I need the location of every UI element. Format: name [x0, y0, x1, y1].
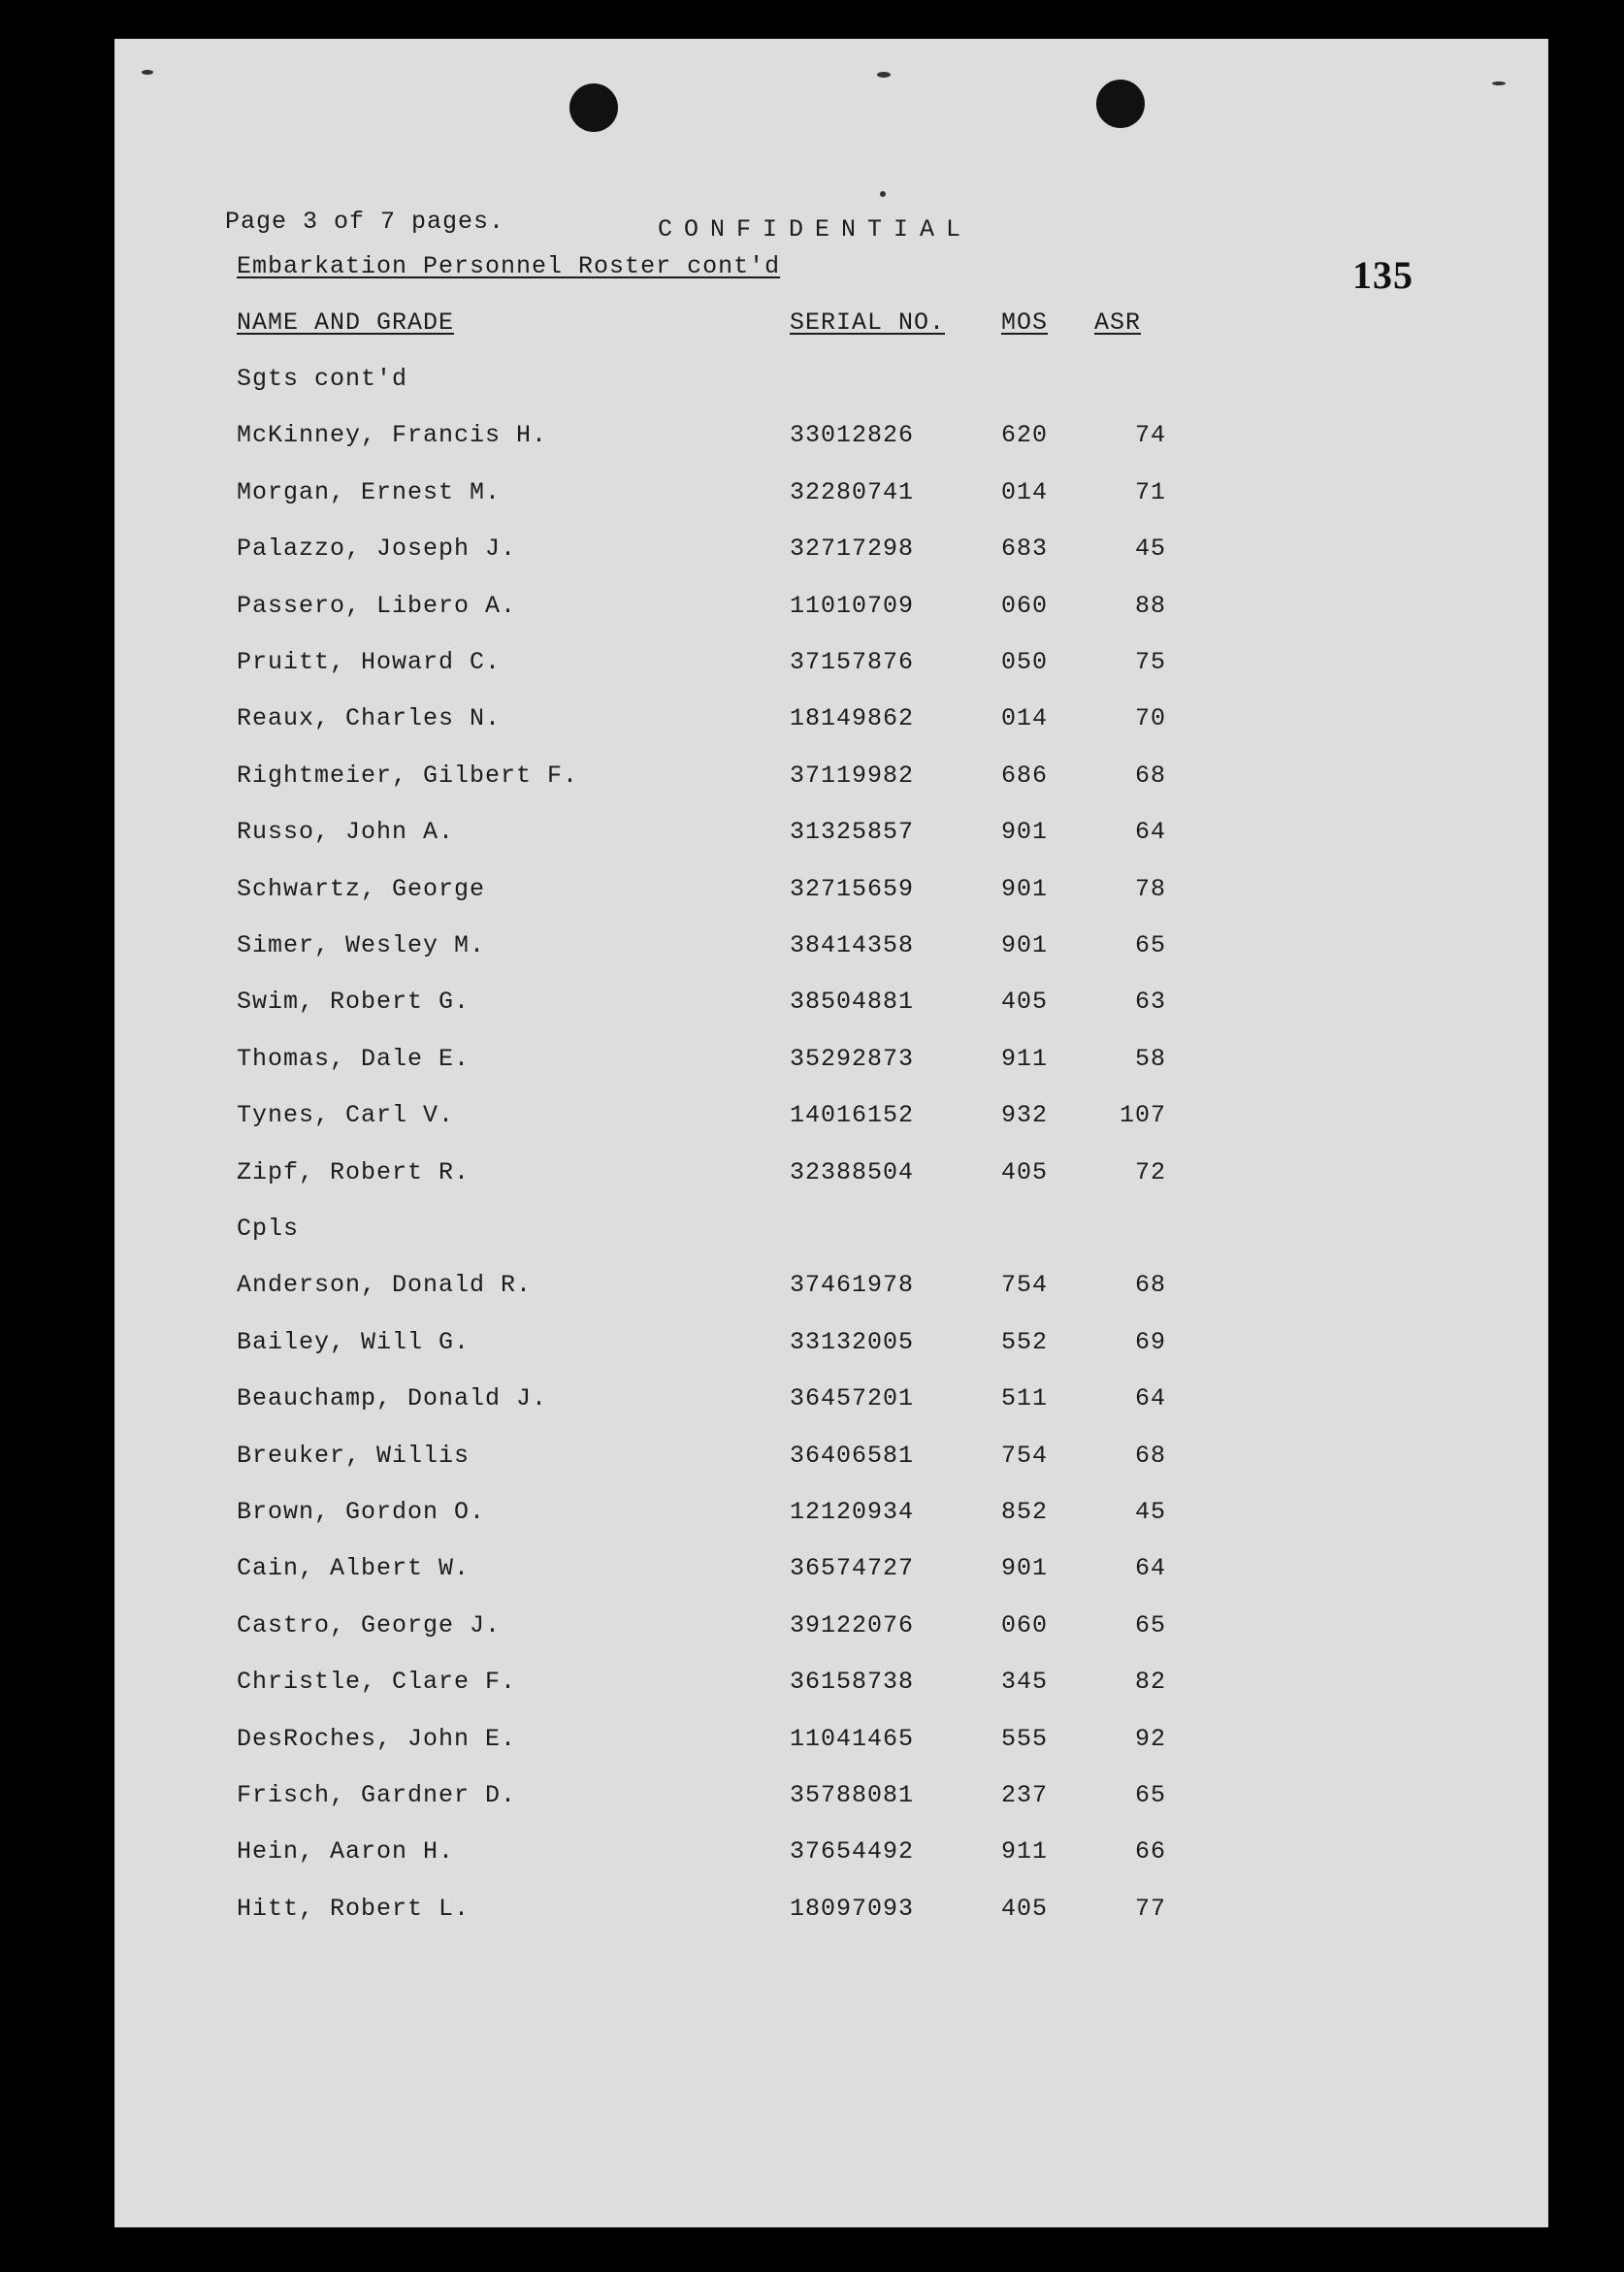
asr-cell: 72	[1134, 1158, 1166, 1186]
asr-cell: 65	[1134, 1611, 1166, 1639]
speck	[1492, 81, 1506, 85]
serial-cell: 11041465	[790, 1725, 915, 1753]
mos-cell: 754	[1001, 1271, 1049, 1299]
name-cell: Tynes, Carl V.	[237, 1101, 455, 1129]
mos-cell: 552	[1001, 1328, 1049, 1356]
name-cell: Passero, Libero A.	[237, 592, 517, 620]
name-cell: Reaux, Charles N.	[237, 704, 502, 732]
asr-cell: 69	[1134, 1328, 1166, 1356]
asr-cell: 68	[1134, 1442, 1166, 1470]
name-cell: Palazzo, Joseph J.	[237, 535, 517, 563]
name-cell: Castro, George J.	[237, 1611, 502, 1639]
name-cell: Brown, Gordon O.	[237, 1498, 486, 1526]
asr-cell: 64	[1134, 818, 1166, 846]
mos-cell: 852	[1001, 1498, 1049, 1526]
mos-cell: 911	[1001, 1045, 1049, 1073]
name-cell: DesRoches, John E.	[237, 1725, 517, 1753]
mos-cell: 405	[1001, 1895, 1049, 1923]
asr-cell: 78	[1134, 875, 1166, 903]
name-cell: Pruitt, Howard C.	[237, 648, 502, 676]
mos-cell: 683	[1001, 535, 1049, 563]
serial-cell: 33132005	[790, 1328, 915, 1356]
serial-cell: 37654492	[790, 1837, 915, 1866]
mos-cell: 901	[1001, 931, 1049, 959]
table-row	[114, 704, 1548, 743]
table-row	[114, 988, 1548, 1026]
mos-cell: 932	[1001, 1101, 1049, 1129]
asr-cell: 82	[1134, 1668, 1166, 1696]
serial-cell: 31325857	[790, 818, 915, 846]
table-row	[114, 1895, 1548, 1933]
serial-cell: 14016152	[790, 1101, 915, 1129]
name-cell: Bailey, Will G.	[237, 1328, 471, 1356]
serial-cell: 36574727	[790, 1554, 915, 1582]
mos-cell: 686	[1001, 762, 1049, 790]
name-cell: Hein, Aaron H.	[237, 1837, 455, 1866]
mos-cell: 405	[1001, 988, 1049, 1016]
table-row	[114, 648, 1548, 687]
name-cell: Russo, John A.	[237, 818, 455, 846]
asr-cell: 45	[1134, 1498, 1166, 1526]
table-row	[114, 478, 1548, 517]
asr-cell: 65	[1134, 1781, 1166, 1809]
asr-cell: 58	[1134, 1045, 1166, 1073]
mos-cell: 237	[1001, 1781, 1049, 1809]
mos-cell: 901	[1001, 875, 1049, 903]
serial-cell: 38504881	[790, 988, 915, 1016]
asr-cell: 71	[1134, 478, 1166, 506]
asr-cell: 64	[1134, 1554, 1166, 1582]
asr-cell: 68	[1134, 762, 1166, 790]
name-cell: Breuker, Willis	[237, 1442, 471, 1470]
asr-cell: 70	[1134, 704, 1166, 732]
table-row	[114, 1328, 1548, 1367]
mos-cell: 014	[1001, 478, 1049, 506]
name-cell: Schwartz, George	[237, 875, 486, 903]
name-cell: Zipf, Robert R.	[237, 1158, 471, 1186]
mos-cell: 620	[1001, 421, 1049, 449]
serial-cell: 36158738	[790, 1668, 915, 1696]
speck	[877, 72, 891, 78]
mos-cell: 405	[1001, 1158, 1049, 1186]
table-row	[114, 1725, 1548, 1764]
table-row	[114, 1101, 1548, 1140]
serial-cell: 37119982	[790, 762, 915, 790]
mos-cell: 060	[1001, 592, 1049, 620]
asr-cell: 64	[1134, 1384, 1166, 1412]
punch-hole-left	[569, 83, 618, 132]
asr-cell: 77	[1134, 1895, 1166, 1923]
asr-cell: 45	[1134, 535, 1166, 563]
table-row	[114, 1498, 1548, 1537]
mos-cell: 050	[1001, 648, 1049, 676]
serial-cell: 32715659	[790, 875, 915, 903]
column-header-serial: SERIAL NO.	[790, 308, 946, 337]
name-cell: McKinney, Francis H.	[237, 421, 548, 449]
page-number: 135	[1352, 253, 1413, 297]
roster-title: Embarkation Personnel Roster cont'd	[237, 252, 781, 280]
serial-cell: 12120934	[790, 1498, 915, 1526]
serial-cell: 37157876	[790, 648, 915, 676]
asr-cell: 63	[1134, 988, 1166, 1016]
table-row	[114, 818, 1548, 857]
table-row	[114, 1837, 1548, 1876]
name-cell: Rightmeier, Gilbert F.	[237, 762, 579, 790]
table-row	[114, 1384, 1548, 1423]
name-cell: Cain, Albert W.	[237, 1554, 471, 1582]
asr-cell: 107	[1119, 1101, 1166, 1129]
serial-cell: 36457201	[790, 1384, 915, 1412]
page-of-label: Page 3 of 7 pages.	[225, 208, 505, 236]
serial-cell: 33012826	[790, 421, 915, 449]
speck	[142, 70, 153, 75]
table-row	[114, 1271, 1548, 1310]
mos-cell: 511	[1001, 1384, 1049, 1412]
name-cell: Hitt, Robert L.	[237, 1895, 471, 1923]
column-header-asr: ASR	[1094, 308, 1142, 337]
table-row	[114, 1554, 1548, 1593]
name-cell: Christle, Clare F.	[237, 1668, 517, 1696]
document-page	[114, 39, 1548, 2227]
table-row	[114, 762, 1548, 800]
serial-cell: 32388504	[790, 1158, 915, 1186]
name-cell: Anderson, Donald R.	[237, 1271, 533, 1299]
serial-cell: 35292873	[790, 1045, 915, 1073]
serial-cell: 32717298	[790, 535, 915, 563]
serial-cell: 39122076	[790, 1611, 915, 1639]
asr-cell: 92	[1134, 1725, 1166, 1753]
name-cell: Frisch, Gardner D.	[237, 1781, 517, 1809]
serial-cell: 32280741	[790, 478, 915, 506]
serial-cell: 18097093	[790, 1895, 915, 1923]
mos-cell: 555	[1001, 1725, 1049, 1753]
name-cell: Simer, Wesley M.	[237, 931, 486, 959]
mos-cell: 014	[1001, 704, 1049, 732]
asr-cell: 74	[1134, 421, 1166, 449]
speck	[880, 191, 886, 197]
serial-cell: 11010709	[790, 592, 915, 620]
name-cell: Beauchamp, Donald J.	[237, 1384, 548, 1412]
serial-cell: 38414358	[790, 931, 915, 959]
group-label: Sgts cont'd	[237, 365, 408, 393]
mos-cell: 901	[1001, 818, 1049, 846]
name-cell: Morgan, Ernest M.	[237, 478, 502, 506]
asr-cell: 68	[1134, 1271, 1166, 1299]
asr-cell: 65	[1134, 931, 1166, 959]
mos-cell: 060	[1001, 1611, 1049, 1639]
table-row	[114, 1668, 1548, 1706]
punch-hole-right	[1096, 80, 1145, 128]
table-row	[114, 1158, 1548, 1197]
name-cell: Thomas, Dale E.	[237, 1045, 471, 1073]
mos-cell: 345	[1001, 1668, 1049, 1696]
serial-cell: 36406581	[790, 1442, 915, 1470]
mos-cell: 911	[1001, 1837, 1049, 1866]
table-row	[114, 1045, 1548, 1084]
mos-cell: 754	[1001, 1442, 1049, 1470]
mos-cell: 901	[1001, 1554, 1049, 1582]
serial-cell: 37461978	[790, 1271, 915, 1299]
asr-cell: 66	[1134, 1837, 1166, 1866]
table-row	[114, 535, 1548, 573]
column-header-mos: MOS	[1001, 308, 1049, 337]
asr-cell: 88	[1134, 592, 1166, 620]
table-row	[114, 931, 1548, 970]
column-header-name: NAME AND GRADE	[237, 308, 455, 337]
serial-cell: 35788081	[790, 1781, 915, 1809]
asr-cell: 75	[1134, 648, 1166, 676]
group-label: Cpls	[237, 1215, 300, 1243]
table-row	[114, 875, 1548, 914]
table-row	[114, 1611, 1548, 1650]
table-row	[114, 1781, 1548, 1820]
name-cell: Swim, Robert G.	[237, 988, 471, 1016]
classification-heading: CONFIDENTIAL	[658, 215, 973, 243]
serial-cell: 18149862	[790, 704, 915, 732]
table-row	[114, 1442, 1548, 1480]
table-row	[114, 592, 1548, 631]
table-row	[114, 421, 1548, 460]
